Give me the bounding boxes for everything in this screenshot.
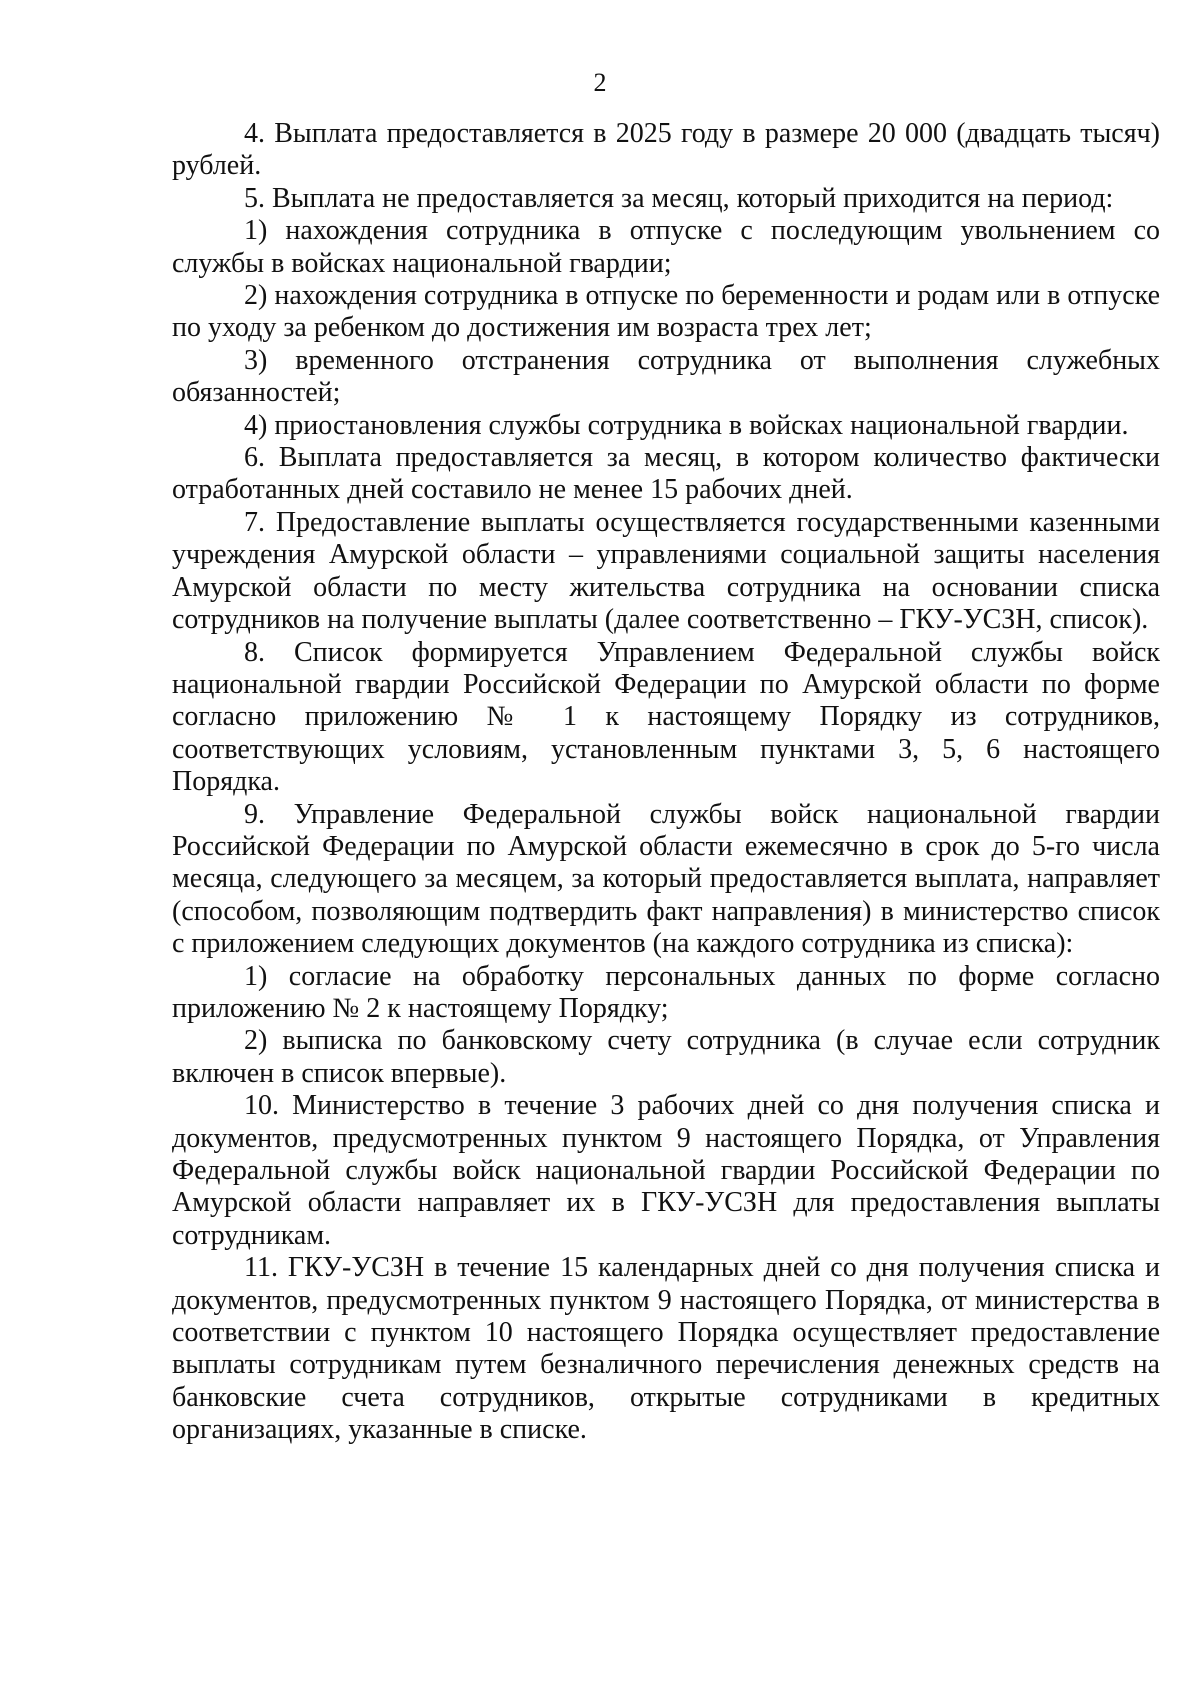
paragraph-11: 11. ГКУ-УСЗН в течение 15 календарных дней со дня получения списка и документов, предусмотренных пунктом 9 настоящего Порядка, от министерства в соответствии с пунктом 10 настоящего Порядка осуществляет предоставление выплаты сотрудникам путем безналичного перечисления денежных средств на банковские счета сотрудников, открытые сотрудниками в кредитных организациях, указанные в списке. [172, 1252, 1160, 1446]
paragraph-9-item-1: 1) согласие на обработку персональных данных по форме согласно приложению № 2 к настоящему Порядку; [172, 960, 1160, 1024]
paragraph-5-item-2: 2) нахождения сотрудника в отпуске по беременности и родам или в отпуске по уходу за ребенком до достижения им возраста трех лет; [172, 280, 1160, 344]
paragraph-5: 5. Выплата не предоставляется за месяц, который приходится на период: [244, 182, 1114, 214]
paragraph-10: 10. Министерство в течение 3 рабочих дней со дня получения списка и документов, предусмотренных пунктом 9 настоящего Порядка, от Управления Федеральной службы войск национальной гвардии Российской Федерации по Амурской области направляет их в ГКУ-УСЗН для предоставления выплаты сотрудникам. [172, 1090, 1160, 1251]
paragraph-5-item-3: 3) временного отстранения сотрудника от выполнения служебных обязанностей; [172, 344, 1160, 409]
document-body [172, 118, 1160, 1447]
paragraph-5-item-1: 1) нахождения сотрудника в отпуске с последующим увольнением со службы в войсках национальной гвардии; [172, 215, 1160, 279]
paragraph-7: 7. Предоставление выплаты осуществляется государственными казенными учреждения Амурской области – управлениями социальной защиты населения Амурской области по месту жительства сотрудника на основании списка сотрудников на получение выплаты (далее соответственно – ГКУ-УСЗН, список). [172, 506, 1160, 636]
paragraph-5-item-4: 4) приостановления службы сотрудника в войсках национальной гвардии. [244, 409, 1129, 441]
paragraph-6: 6. Выплата предоставляется за месяц, в котором количество фактически отработанных дней составило не менее 15 рабочих дней. [172, 442, 1160, 506]
paragraph-9-item-2: 2) выписка по банковскому счету сотрудника (в случае если сотрудник включен в список впервые). [172, 1025, 1160, 1089]
page-number: 2 [593, 68, 607, 97]
paragraph-9: 9. Управление Федеральной службы войск национальной гвардии Российской Федерации по Амурской области ежемесячно в срок до 5-го числа месяца, следующего за месяцем, за который предоставляется выплата, направляет (способом, позволяющим подтвердить факт направления) в министерство список с приложением следующих документов (на каждого сотрудника из списка): [172, 798, 1160, 960]
paragraph-4: 4. Выплата предоставляется в 2025 году в размере 20 000 (двадцать тысяч) рублей. [172, 118, 1160, 182]
paragraph-8: 8. Список формируется Управлением Федеральной службы войск национальной гвардии Российской Федерации по Амурской области по форме согласно приложению № 1 к настоящему Порядку из сотрудников, соответствующих условиям, установленным пунктами 3, 5, 6 настоящего Порядка. [172, 636, 1160, 798]
